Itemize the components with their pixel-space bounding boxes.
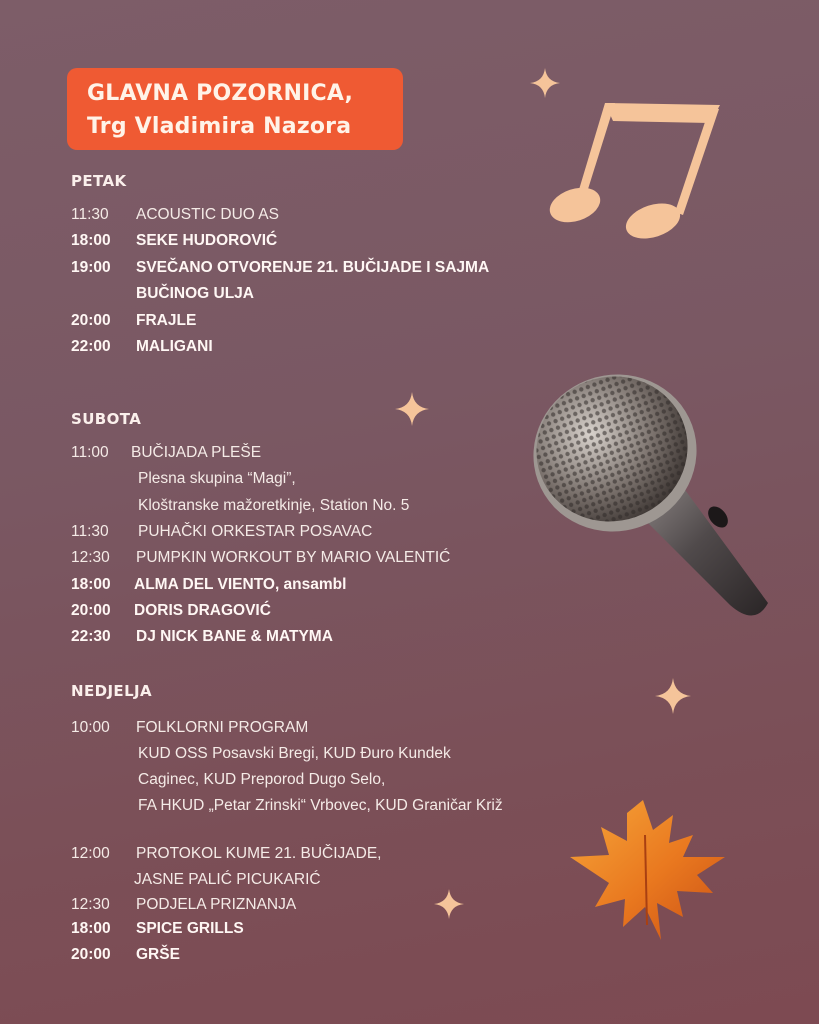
event-time: 11:30 — [71, 523, 109, 540]
event-time: 18:00 — [71, 232, 111, 249]
event-title: SEKE HUDOROVIĆ — [136, 232, 278, 249]
event-detail: JASNE PALIĆ PICUKARIĆ — [134, 871, 321, 888]
event-title: GRŠE — [136, 946, 180, 963]
event-title: PODJELA PRIZNANJA — [136, 896, 297, 913]
event-detail: FA HKUD „Petar Zrinski“ Vrbovec, KUD Graničar Križ — [138, 797, 503, 814]
event-title: FRAJLE — [136, 312, 197, 329]
event-time: 20:00 — [71, 312, 111, 329]
event-title: PUMPKIN WORKOUT BY MARIO VALENTIĆ — [136, 549, 451, 566]
maple-leaf-icon — [565, 795, 730, 945]
day-heading-nedjelja: NEDJELJA — [71, 682, 153, 700]
event-time: 22:00 — [71, 338, 111, 355]
event-time: 20:00 — [71, 602, 111, 619]
stage-header — [67, 68, 403, 150]
sparkle-icon — [655, 678, 691, 714]
event-time: 11:30 — [71, 206, 109, 223]
event-title: SVEČANO OTVORENJE 21. BUČIJADE I SAJMA — [136, 259, 490, 276]
event-time: 11:00 — [71, 444, 109, 461]
event-time: 12:00 — [71, 845, 110, 862]
event-time: 22:30 — [71, 628, 111, 645]
stage-location: Trg Vladimira Nazora — [87, 114, 352, 139]
event-title: BUČIJADA PLEŠE — [131, 444, 262, 461]
event-time: 10:00 — [71, 719, 110, 736]
sparkle-icon — [434, 889, 464, 919]
event-time: 20:00 — [71, 946, 111, 963]
sparkle-icon — [530, 68, 560, 98]
event-title: BUČINOG ULJA — [136, 285, 254, 302]
event-time: 12:30 — [71, 896, 110, 913]
event-title: ACOUSTIC DUO AS — [136, 206, 279, 223]
event-time: 19:00 — [71, 259, 111, 276]
event-title: SPICE GRILLS — [136, 920, 244, 937]
event-detail: Plesna skupina “Magi”, — [138, 470, 296, 487]
event-detail: Caginec, KUD Preporod Dugo Selo, — [138, 771, 386, 788]
event-time: 18:00 — [71, 576, 111, 593]
stage-title: GLAVNA POZORNICA, — [87, 81, 354, 106]
event-title: ALMA DEL VIENTO, ansambl — [134, 576, 347, 593]
event-title: DJ NICK BANE & MATYMA — [136, 628, 333, 645]
microphone-icon — [530, 365, 775, 630]
music-note-icon — [545, 95, 725, 245]
event-time: 12:30 — [71, 549, 110, 566]
event-detail: Kloštranske mažoretkinje, Station No. 5 — [138, 497, 410, 514]
event-title: PROTOKOL KUME 21. BUČIJADE, — [136, 845, 382, 862]
sparkle-icon — [395, 392, 429, 426]
event-title: MALIGANI — [136, 338, 213, 355]
event-time: 18:00 — [71, 920, 111, 937]
event-title: PUHAČKI ORKESTAR POSAVAC — [138, 523, 373, 540]
day-heading-subota: SUBOTA — [71, 410, 142, 428]
event-detail: KUD OSS Posavski Bregi, KUD Đuro Kundek — [138, 745, 451, 762]
event-title: DORIS DRAGOVIĆ — [134, 602, 271, 619]
event-title: FOLKLORNI PROGRAM — [136, 719, 309, 736]
day-heading-petak: PETAK — [71, 172, 127, 190]
